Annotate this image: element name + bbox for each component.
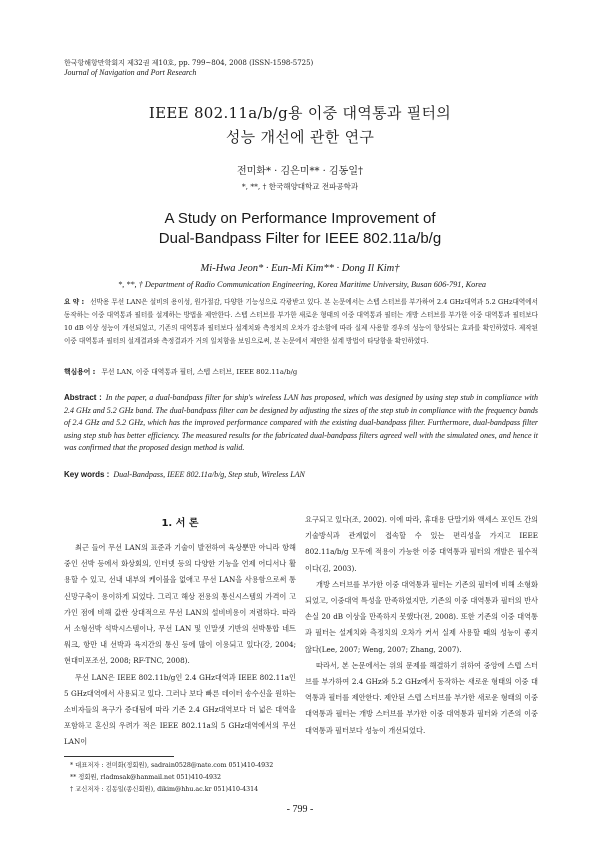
korean-affiliation: *, **, † 한국해양대학교 전파공학과 <box>241 182 359 191</box>
footnote: * 대표저자 : 전미화(정회원), sadrain0528@nate.com 051)410-4932 <box>70 762 274 769</box>
korean-title-line-2: 성능 개선에 관한 연구 <box>225 128 375 146</box>
english-keywords-label: Key words : <box>64 470 110 479</box>
body-paragraph: 따라서, 본 논문에서는 위의 문제를 해결하기 위하여 중앙에 스텝 스터브를 부가하여 2.4 GHz와 5.2 GHz에서 동작하는 새로운 형태의 이중 대역통과 필터를 제안한다. 제안된 스텝 스터브를 부가한 새로운 형태의 이중 대역통과 필터는 개방 스터브를 부가한 이중 대역통과 필터와 기존의 이중 대역통과 필터보다 성능이 개선되었다. <box>305 660 538 735</box>
english-abstract-label: Abstract : <box>64 393 102 402</box>
body-paragraph: 개방 스터브를 부가한 이중 대역통과 필터는 기존의 필터에 비해 소형화되었고, 이중대역 특성을 만족하였지만, 기존의 이중 대역통과 필터의 반사손실 20 dB 이상을 만족하지 못했다(전, 2008). 또한 기존의 이중 대역통과 필터는 설계치와 측정치의 오차가 커서 실제 사용할 때의 성능이 좋지 않다(Lee, 2007; Weng, 2007; Zhang, 2007). <box>305 579 538 654</box>
journal-reference: 한국항해항만학회지 제32권 제10호, pp. 799~804, 2008 (ISSN-1598-5725) <box>64 59 314 67</box>
journal-name: Journal of Navigation and Port Research <box>64 68 197 77</box>
korean-abstract-text: 선박용 무선 LAN은 설비의 용이성, 원가절감, 다양한 기능성으로 각광받고 있다. 본 논문에서는 스텝 스터브를 부가하여 2.4 GHz대역과 5.2 GHz대역에서 동작하는 이중 대역통과 필터를 설계하는 방법을 제안한다. 스텝 스터브를 부가한 새로운 형태의 이중 대역통과 필터는 개방 스터브를 부가한 이중 대역통과 필터보다 10 dB 이상 성능이 개선되었고, 기존의 대역통과 필터보다 설계치와 측정치의 오차가 감소함에 따라 실제 사용할 경우의 성능이 향상되는 효과를 확인하였다. 제작된 이중 대역통과 필터의 설계결과와 측정결과가 거의 일치함을 보임으로써, 본 논문에서 제안한 설계 방법이 타당함을 확인하였다. <box>64 298 538 345</box>
english-affiliation: *, **, † Department of Radio Communication Engineering, Korea Maritime University, Busan 606-791, Korea <box>117 280 487 289</box>
korean-abstract <box>64 296 538 348</box>
english-title-line-2: Dual-Bandpass Filter for IEEE 802.11a/b/g <box>158 230 442 247</box>
body-paragraph: 요구되고 있다(조, 2002). 이에 따라, 휴대용 단말기와 액세스 포인트 간의 기술방식과 관계없이 접속할 수 있는 편리성을 가지고 IEEE 802.11a/b/g 모두에 적용이 가능한 이중 대역통과 필터의 개발은 필수적이다(김, 2003). <box>305 515 538 573</box>
korean-title-line-1: IEEE 802.11a/b/g용 이중 대역통과 필터의 <box>148 104 452 122</box>
footnotes <box>70 760 273 796</box>
korean-keywords-text: 무선 LAN, 이중 대역통과 필터, 스텝 스터브, IEEE 802.11a/b/g <box>101 368 298 376</box>
korean-keywords-label: 핵심용어 : <box>64 368 96 376</box>
footnote-divider <box>64 756 174 757</box>
korean-abstract-label: 요 약 : <box>64 298 85 306</box>
body-paragraph: 최근 들어 무선 LAN의 표준과 기술이 발전하여 육상뿐만 아니라 항해 중인 선박 등에서 화상회의, 인터넷 등의 다양한 기능을 언제 어디서나 활용할 수 있고, 선내 내부의 케이블을 없애고 무선 LAN을 사용함으로써 통신망구축이 용이하게 되었다. 그리고 해상 전용의 통신시스템의 가격이 고가인 점에 비해 값싼 상대적으로 무선 LAN의 설비비용이 저렴하다. 따라서 소형선박 석박시스템이나, 무선 LAN 및 인말샛 기반의 선박통합 네트워크, 항만 내 선박과 육지간의 통신 등에 많이 이용되고 있다(강, 2004; 현대미포조선, 2008; RF-TNC, 2008). <box>64 543 296 666</box>
footnote: ** 정회원, rladmsak@hanmail.net 051)410-4932 <box>70 774 222 781</box>
english-authors: Mi-Hwa Jeon* · Eun-Mi Kim** · Dong Il Kim† <box>200 263 400 274</box>
left-column <box>64 540 296 751</box>
body-paragraph: 무선 LAN은 IEEE 802.11b/g인 2.4 GHz대역과 IEEE 802.11a인 5 GHz대역에서 사용되고 있다. 그러나 보다 빠른 데이터 송수신을 원하는 소비자들의 욕구가 증대됨에 따라 기존 2.4 GHz대역보다 더 넓은 대역을 포함하고 혼신의 우려가 적은 IEEE 802.11a의 5 GHz대역에서의 무선 LAN이 <box>64 672 296 747</box>
page-number: - 799 - <box>286 804 314 815</box>
journal-header <box>64 58 313 78</box>
korean-keywords <box>64 366 297 376</box>
english-keywords-text: Dual-Bandpass, IEEE 802.11a/b/g, Step stub, Wireless LAN <box>113 470 305 479</box>
footnote: † 교신저자 : 김동일(종신회원), dikim@hhu.ac.kr 051)410-4314 <box>70 786 259 793</box>
english-abstract <box>64 392 538 455</box>
section-heading: 1. 서 론 <box>161 518 199 529</box>
right-column <box>305 512 538 739</box>
english-abstract-text: In the paper, a dual-bandpass filter for ship's wireless LAN has proposed, which was designed by using step stub in compliance with 2.4 GHz and 5.2 GHz band. The dual-bandpass filter can be designed by adjusting the sizes of the step stub in compliance with the frequency bands of 2.4 GHz and 5.2 GHz, which has the improved performance compared with the existing dual-bandpass filter. Furthermore, dual-bandpass filter using step stub has better efficiency. The measured results for the fabricated dual-bandpass filters agreed well with the simulated ones, and hence it was confirmed that the proposed design method is valid. <box>64 393 539 453</box>
korean-authors: 전미화* · 김은미** · 김동일† <box>236 166 363 177</box>
english-title-line-1: A Study on Performance Improvement of <box>164 210 436 227</box>
english-keywords <box>64 470 305 479</box>
